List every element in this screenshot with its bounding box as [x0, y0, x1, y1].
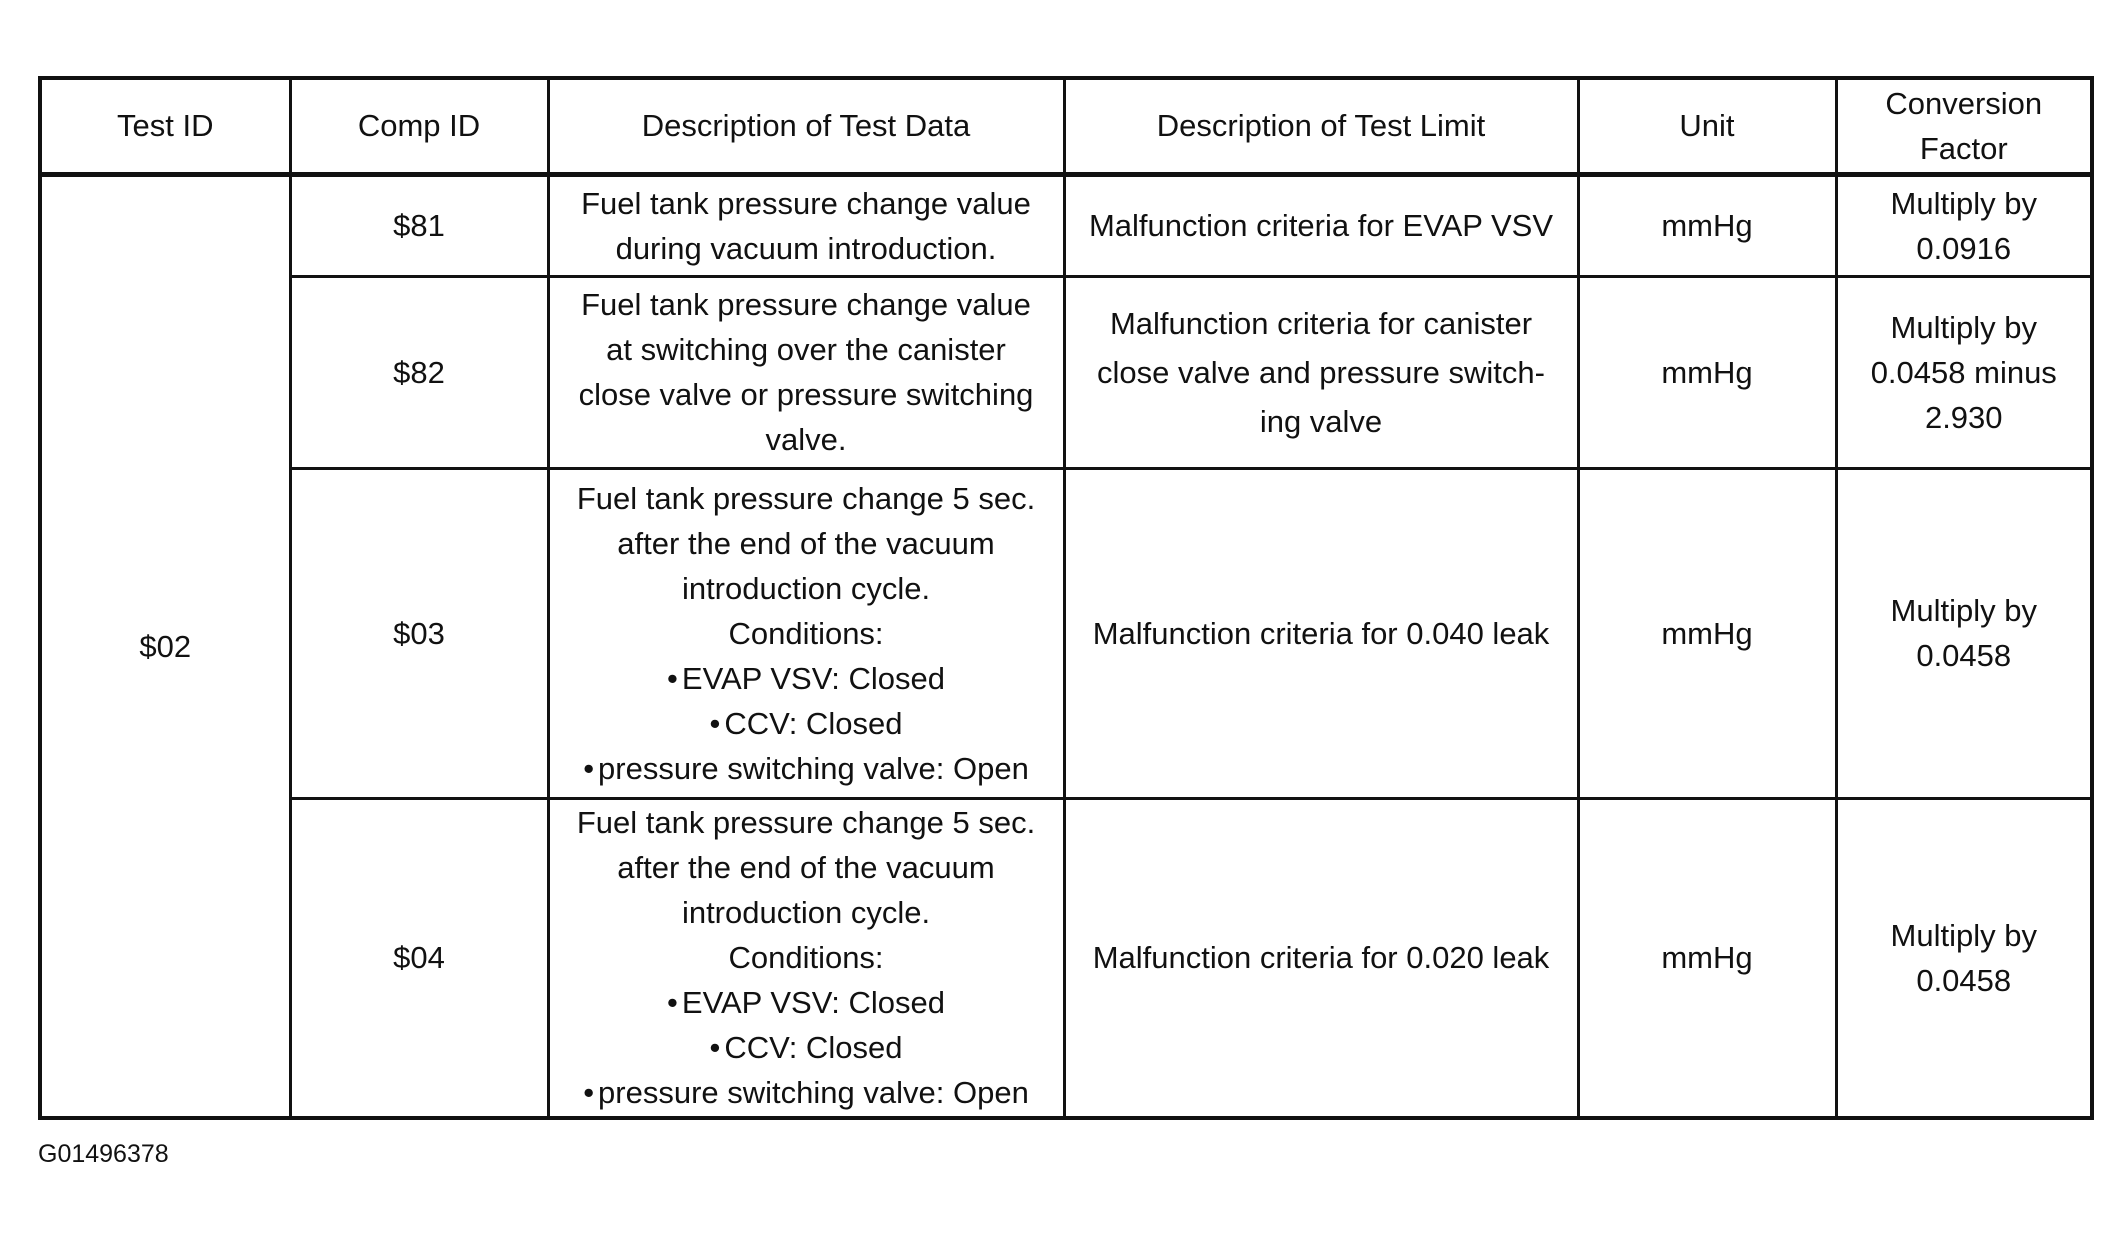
unit-cell: mmHg — [1578, 798, 1836, 1118]
comp-id-cell: $82 — [290, 276, 548, 468]
factor-line: Multiply by — [1890, 185, 2037, 221]
data-line: during vacuum introduction. — [615, 230, 997, 266]
table-row — [40, 174, 2092, 276]
factor-line: Multiply by — [1890, 593, 2037, 628]
test-data-description — [548, 174, 1064, 276]
conversion-factor-cell — [1836, 174, 2092, 276]
factor-line: 0.0458 minus — [1870, 354, 2057, 390]
condition-bullet: • pressure switching valve: Open — [560, 746, 1053, 791]
condition-bullet: • pressure switching valve: Open — [560, 1070, 1053, 1115]
data-line: valve. — [765, 422, 847, 457]
condition-bullet: • EVAP VSV: Closed — [560, 656, 1053, 701]
test-data-description — [548, 276, 1064, 468]
factor-line: Multiply by — [1890, 309, 2037, 345]
conditions-label: Conditions: — [728, 940, 884, 976]
header-conversion-line1: Conversion — [1885, 85, 2043, 121]
test-limit-description: Malfunction criteria for 0.020 leak — [1064, 798, 1578, 1118]
factor-line: 0.0916 — [1916, 230, 2012, 266]
condition-bullet: • CCV: Closed — [560, 701, 1053, 746]
conditions-label: Conditions: — [728, 615, 884, 651]
condition-bullet: • CCV: Closed — [560, 1025, 1053, 1070]
conversion-factor-cell — [1836, 276, 2092, 468]
limit-line: close valve and pressure switch- — [1097, 354, 1545, 390]
header-row — [40, 78, 2092, 174]
unit-cell: mmHg — [1578, 276, 1836, 468]
header-unit: Unit — [1578, 78, 1836, 174]
comp-id-cell: $03 — [290, 468, 548, 798]
test-limit-description: Malfunction criteria for 0.040 leak — [1064, 468, 1578, 798]
test-data-description — [548, 798, 1064, 1118]
test-data-table — [38, 76, 2094, 1120]
data-line: after the end of the vacuum — [617, 850, 995, 886]
unit-cell: mmHg — [1578, 468, 1836, 798]
data-line: close valve or pressure switching — [578, 377, 1034, 412]
table-row — [40, 276, 2092, 468]
comp-id-cell: $81 — [290, 174, 548, 276]
factor-line: 0.0458 — [1916, 638, 2012, 673]
data-line: at switching over the canister — [606, 332, 1006, 367]
unit-cell: mmHg — [1578, 174, 1836, 276]
factor-line: 0.0458 — [1916, 962, 2012, 998]
table-row — [40, 798, 2092, 1118]
data-line: Fuel tank pressure change value — [581, 287, 1031, 322]
header-description-test-data: Description of Test Data — [548, 78, 1064, 174]
limit-line: Malfunction criteria for canister — [1109, 305, 1533, 341]
condition-bullet: • EVAP VSV: Closed — [560, 980, 1053, 1025]
figure-code: G01496378 — [38, 1140, 169, 1168]
data-line: introduction cycle. — [681, 570, 931, 606]
test-id-cell: $02 — [40, 174, 290, 1118]
data-line: introduction cycle. — [681, 895, 931, 931]
test-limit-description: Malfunction criteria for EVAP VSV — [1064, 174, 1578, 276]
table-row — [40, 468, 2092, 798]
comp-id-cell: $04 — [290, 798, 548, 1118]
factor-line: 2.930 — [1924, 399, 2003, 435]
factor-line: Multiply by — [1890, 917, 2037, 953]
header-description-test-limit: Description of Test Limit — [1064, 78, 1578, 174]
conversion-factor-cell — [1836, 798, 2092, 1118]
data-line: Fuel tank pressure change 5 sec. — [576, 480, 1036, 516]
test-data-description — [548, 468, 1064, 798]
conversion-factor-cell — [1836, 468, 2092, 798]
data-line: Fuel tank pressure change value — [581, 185, 1031, 221]
header-test-id: Test ID — [40, 78, 290, 174]
header-conversion-line2: Factor — [1919, 130, 2008, 166]
data-line: after the end of the vacuum — [617, 525, 995, 561]
header-conversion-factor — [1836, 78, 2092, 174]
header-comp-id: Comp ID — [290, 78, 548, 174]
limit-line: ing valve — [1259, 403, 1383, 439]
data-line: Fuel tank pressure change 5 sec. — [576, 805, 1036, 841]
test-limit-description — [1064, 276, 1578, 468]
